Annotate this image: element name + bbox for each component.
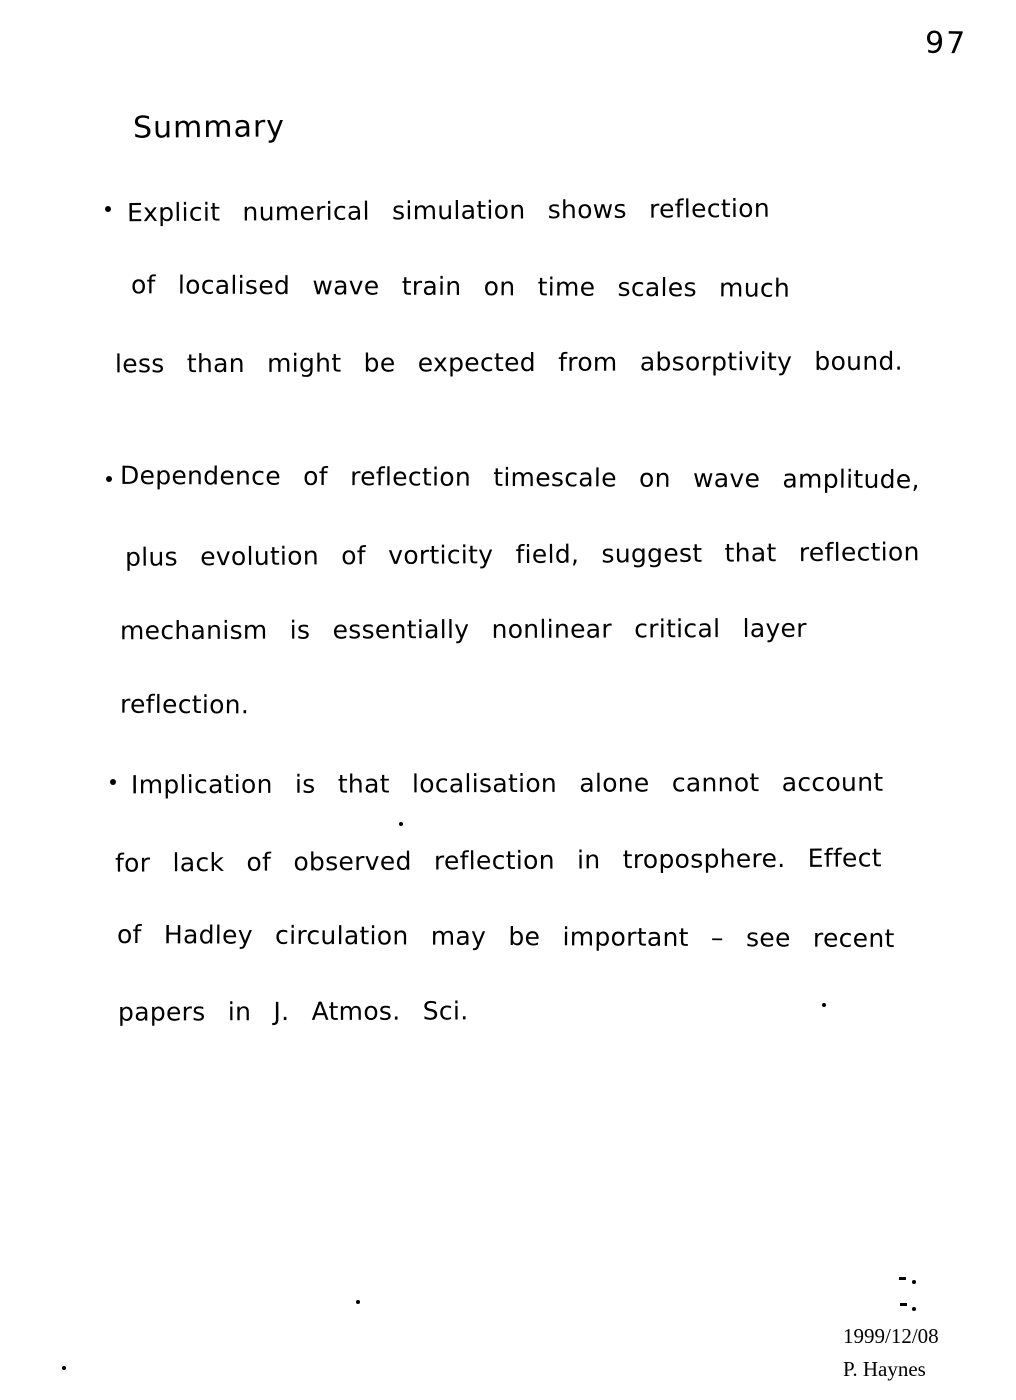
handwritten-line: mechanism is essentially nonlinear critical layer: [119, 613, 807, 646]
handwritten-line: of localised wave train on time scales much: [130, 270, 791, 303]
footer-stamp: [843, 1320, 939, 1386]
bullet-marker: [106, 476, 112, 482]
handwritten-line: of Hadley circulation may be important – see recent: [116, 919, 895, 954]
ink-speck: [822, 1003, 826, 1007]
page-title: Summary: [132, 109, 286, 146]
footer-author: P. Haynes: [843, 1357, 926, 1381]
handwritten-line: papers in J. Atmos. Sci.: [117, 996, 469, 1027]
handwritten-line: plus evolution of vorticity field, suggest that reflection: [124, 537, 920, 572]
handwritten-line: less than might be expected from absorptivity bound.: [114, 346, 903, 379]
ink-speck: [62, 1366, 66, 1370]
ink-speck: [399, 822, 403, 826]
handwritten-line: Explicit numerical simulation shows reflection: [126, 193, 771, 228]
ink-speck: [912, 1280, 916, 1284]
ink-speck: [899, 1277, 906, 1280]
footer-date: 1999/12/08: [843, 1324, 939, 1348]
bullet-marker: [105, 206, 111, 212]
bullet-marker: [110, 779, 116, 785]
ink-speck: [356, 1300, 360, 1304]
handwritten-line: for lack of observed reflection in troposphere. Effect: [114, 843, 882, 878]
handwritten-line: Dependence of reflection timescale on wave amplitude,: [119, 460, 920, 495]
ink-speck: [900, 1303, 907, 1306]
handwritten-line: Implication is that localisation alone cannot account: [130, 767, 884, 800]
handwritten-line: reflection.: [119, 689, 250, 720]
ink-speck: [912, 1307, 916, 1311]
page-number: 97: [924, 25, 968, 62]
